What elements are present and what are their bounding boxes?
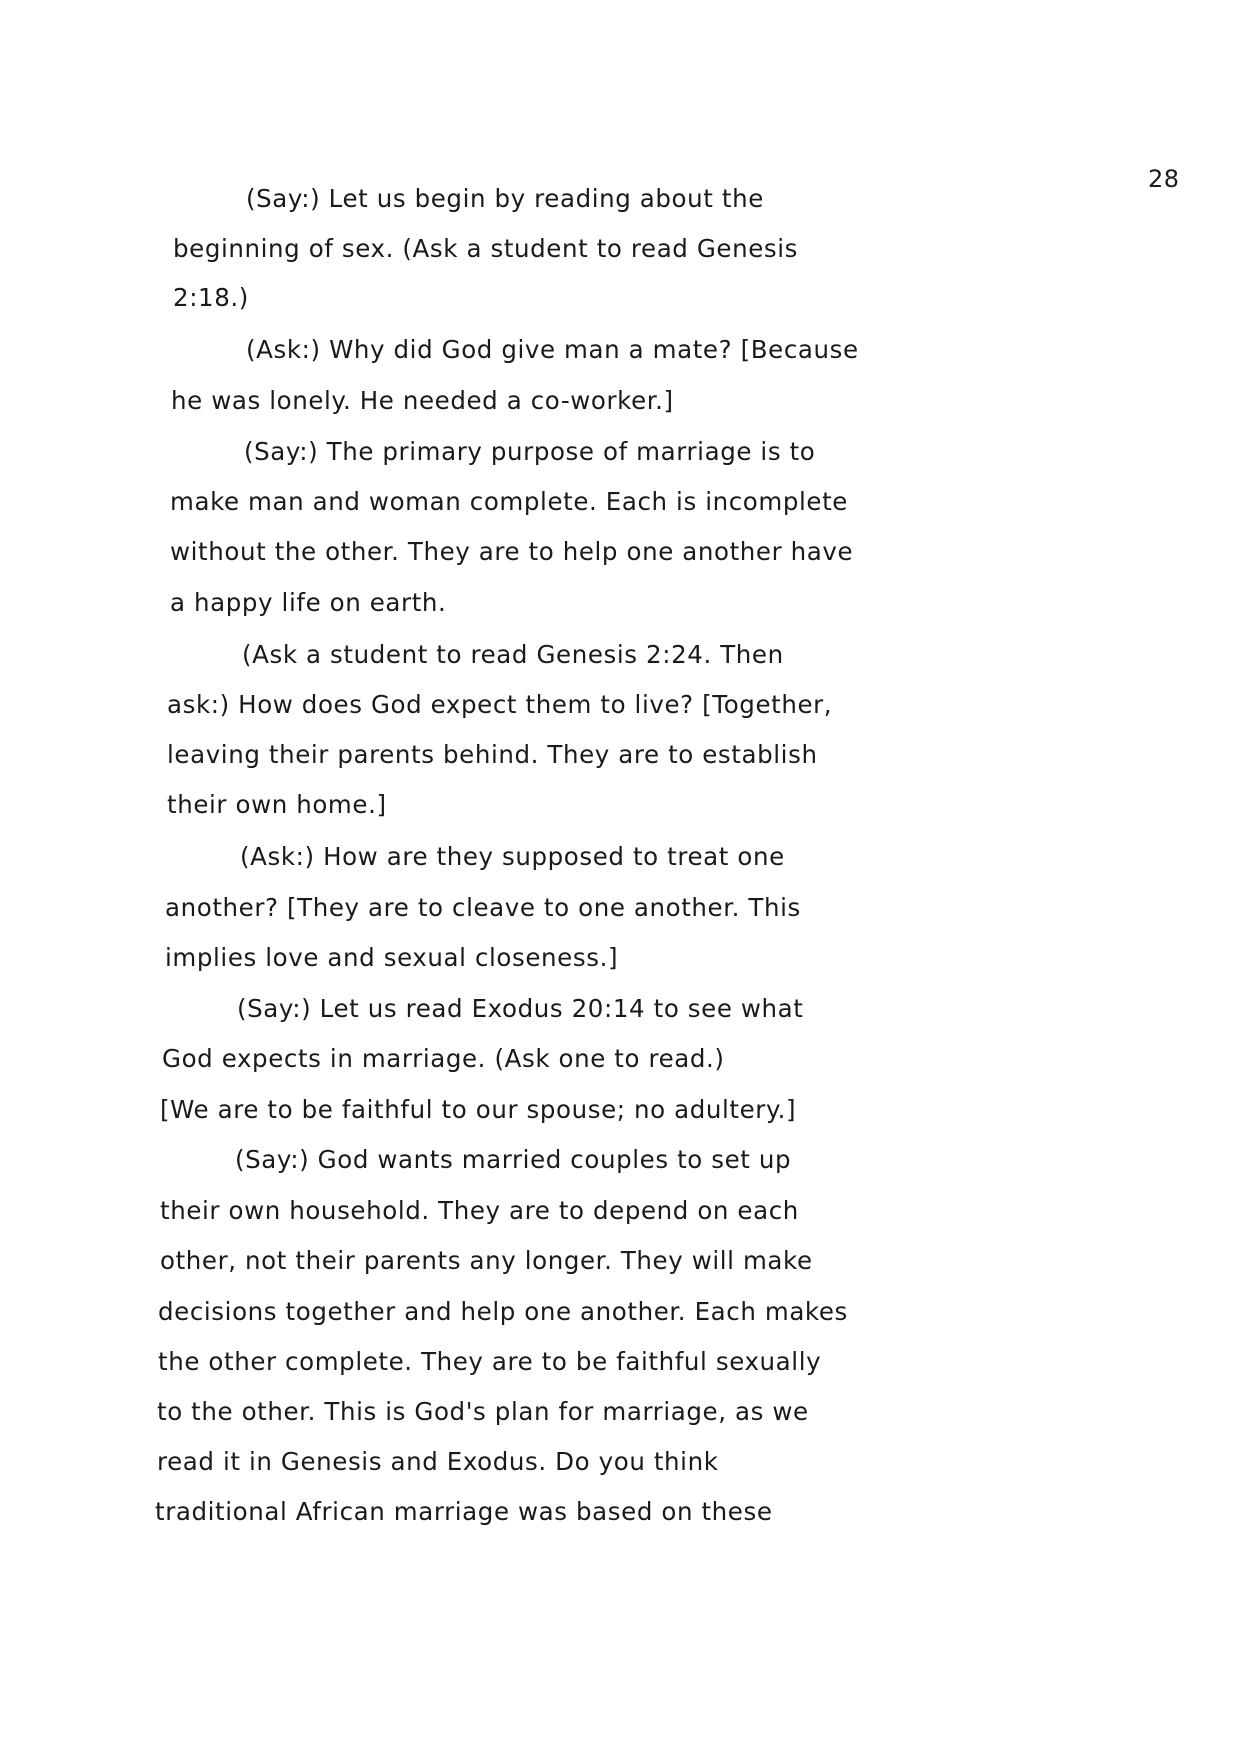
text-line: make man and woman complete. Each is incomplete — [170, 487, 848, 516]
text-line: beginning of sex. (Ask a student to read Genesis — [173, 234, 799, 263]
text-line: another? [They are to cleave to one another. This — [165, 893, 801, 922]
text-line: read it in Genesis and Exodus. Do you think — [157, 1447, 719, 1476]
text-line: their own household. They are to depend on each — [160, 1196, 799, 1225]
text-line: (Ask a student to read Genesis 2:24. Then — [242, 640, 784, 669]
text-line: to the other. This is God's plan for marriage, as we — [157, 1397, 809, 1426]
text-line: God expects in marriage. (Ask one to read.) — [162, 1044, 725, 1073]
text-line: 2:18.) — [173, 283, 249, 312]
page-number: 28 — [1148, 165, 1180, 193]
text-line: (Say:) Let us read Exodus 20:14 to see what — [237, 994, 804, 1023]
text-line: implies love and sexual closeness.] — [165, 943, 619, 972]
text-line: (Say:) God wants married couples to set up — [235, 1145, 792, 1174]
text-line: traditional African marriage was based on these — [155, 1497, 773, 1526]
text-line: (Say:) The primary purpose of marriage is to — [244, 437, 816, 466]
text-line: [We are to be faithful to our spouse; no adultery.] — [160, 1095, 797, 1124]
text-line: (Ask:) How are they supposed to treat one — [240, 842, 785, 871]
text-line: he was lonely. He needed a co-worker.] — [171, 386, 674, 415]
text-line: leaving their parents behind. They are to establish — [167, 740, 818, 769]
text-line: other, not their parents any longer. They will make — [160, 1246, 813, 1275]
text-line: ask:) How does God expect them to live? [Together, — [167, 690, 833, 719]
text-line: a happy life on earth. — [170, 588, 447, 617]
text-line: decisions together and help one another. Each makes — [158, 1297, 848, 1326]
text-line: their own home.] — [167, 790, 387, 819]
text-line: (Ask:) Why did God give man a mate? [Because — [246, 335, 859, 364]
text-line: the other complete. They are to be faithful sexually — [158, 1347, 822, 1376]
text-line: (Say:) Let us begin by reading about the — [246, 184, 764, 213]
text-line: without the other. They are to help one another have — [170, 537, 854, 566]
